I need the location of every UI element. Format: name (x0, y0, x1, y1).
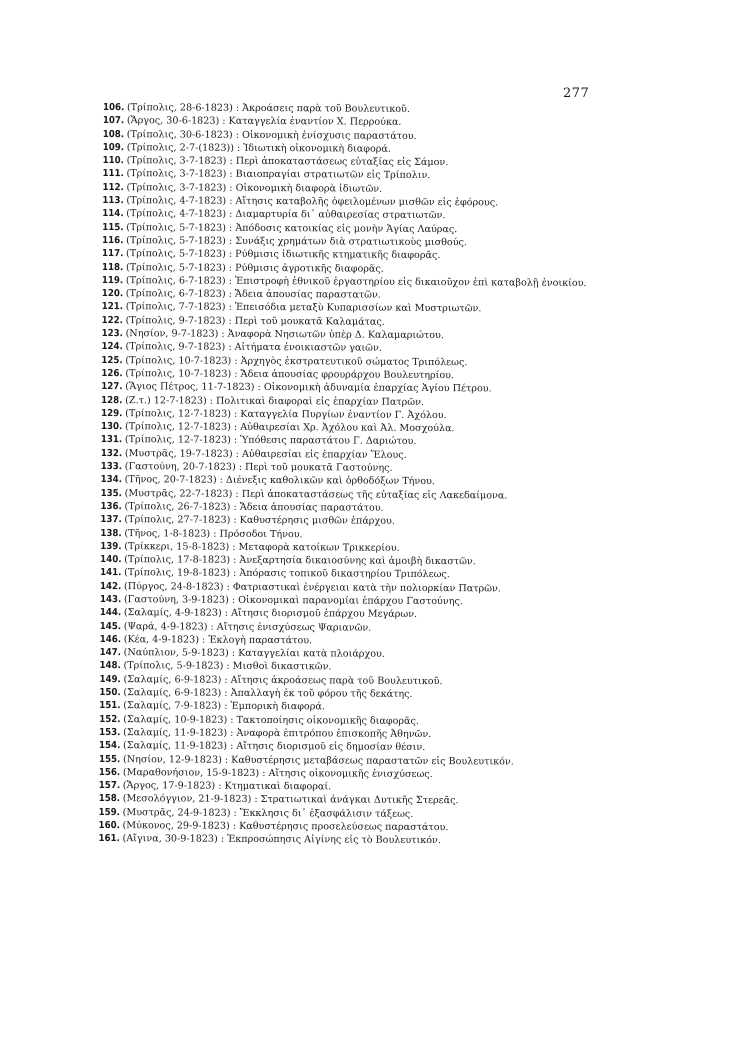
entry-text: (Ἄργος, 30-6-1823) : Καταγγελία ἐναντίον Χ. Περρούκα. (126, 115, 402, 129)
list-item (98, 832, 718, 849)
entry-text: (Τρίπολις, 12-7-1823) : Ὑπόθεσις παραστάτου Γ. Δαριώτου. (124, 434, 417, 448)
entry-text: (Τρίπολις, 26-7-1823) : Ἄδεια ἀπουσίας παραστάτου. (124, 501, 384, 514)
entry-text: (Τρίπολις, 10-7-1823) : Ἀρχηγὸς ἐκστρατευτικοῦ σώματος Τριπόλεως. (125, 354, 468, 368)
entry-number: 148. (99, 660, 121, 672)
entry-text: (Τρίπολις, 2-7-(1823)) : Ἰδιωτικὴ οἰκονομικὴ διαφορά. (126, 142, 391, 155)
page-number: 277 (563, 86, 590, 101)
entry-text: (Τῆνος, 1-8-1823) : Πρόσοδοι Τήνου. (124, 527, 303, 540)
entry-text: (Τρίπολις, 6-7-1823) : Ἄδεια ἀπουσίας παραστατῶν. (125, 288, 381, 301)
entry-number: 108. (102, 128, 125, 140)
entry-text: (Αἴγινα, 30-9-1823) : Ἐκπροσώπησις Αἰγίνης εἰς τὸ Βουλευτικόν. (122, 833, 441, 847)
entry-text: (Τρίπολις, 27-7-1823) : Καθυστέρησις μισθῶν ἐπάρχου. (124, 514, 395, 527)
entry-text: (Τρίπολις, 5-7-1823) : Συνάξις χρημάτων διὰ στρατιωτικοὺς μισθούς. (126, 235, 468, 249)
entry-number: 141. (100, 567, 122, 579)
entry-text: (Τρίπολις, 6-7-1823) : Ἐπιστροφὴ ἐθνικοῦ ἐργαστηρίου εἰς δικαιοῦχον ἐπὶ καταβολῇ ἐνοικίου. (125, 275, 587, 289)
entry-text: (Τρίπολις, 7-7-1823) : Ἐπεισόδια μεταξὺ Κυπαρισσίων καὶ Μυστριωτῶν. (125, 301, 482, 315)
entry-number: 119. (101, 274, 124, 286)
entry-number: 147. (99, 647, 121, 659)
entry-number: 157. (98, 780, 121, 792)
entry-text: (Τρίπολις, 19-8-1823) : Ἀπόρασις τοπικοῦ δικαστηρίου Τριπόλεως. (124, 567, 450, 581)
entry-text: (Τρίπολις, 12-7-1823) : Αὐθαιρεσίαι Χρ. Ἀχόλου καὶ Ἀλ. Μοσχούλα. (124, 421, 455, 435)
entry-text: (Τρίπολις, 3-7-1823) : Βιαιοπραγίαι στρατιωτῶν εἰς Τρίπολιν. (126, 168, 431, 182)
entry-text: (Μεσολόγγιον, 21-9-1823) : Στρατιωτικαὶ ἀνάγκαι Δυτικῆς Στερεᾶς. (122, 793, 459, 807)
entry-number: 124. (101, 341, 123, 353)
entry-number: 158. (98, 793, 121, 805)
entry-number: 143. (99, 593, 122, 606)
entry-text: (Ζ.τ.) 12-7-1823) : Πολιτικαὶ διαφοραὶ εἰς ἐπαρχίαν Πατρῶν. (125, 394, 425, 408)
entry-text: (Τρίπολις, 5-9-1823) : Μισθοὶ δικαστικῶν. (123, 660, 332, 673)
entry-text: (Σαλαμίς, 10-9-1823) : Τακτοποίησις οἰκονομικῆς διαφορᾶς. (123, 713, 419, 727)
entry-text: (Τρίπολις, 10-7-1823) : Ἄδεια ἀπουσίας φρουράρχου Βουλευτηρίου. (125, 368, 455, 382)
entry-number: 132. (100, 447, 123, 459)
entry-number: 106. (102, 101, 125, 114)
entry-text: (Τρίπολις, 9-7-1823) : Αἰτήματα ἐνοικιαστῶν γαιῶν. (125, 341, 382, 355)
entry-number: 115. (102, 221, 124, 233)
entry-text: (Τρίπολις, 9-7-1823) : Περὶ τοῦ μουκατᾶ Καλαμάτας. (125, 314, 385, 328)
entry-number: 156. (98, 766, 121, 778)
entry-text: (Τρίπολις, 28-6-1823) : Ἀκροάσεις παρὰ τοῦ Βουλευτικοῦ. (126, 102, 410, 115)
entry-number: 121. (101, 301, 124, 313)
entry-number: 139. (100, 540, 122, 552)
entry-number: 138. (100, 527, 122, 539)
entry-number: 137. (100, 514, 122, 526)
entry-number: 134. (100, 474, 123, 486)
entry-text: (Τρίπολις, 5-7-1823) : Ἀπόδοσις κατοικίας εἰς μονὴν Ἁγίας Λαύρας. (126, 221, 458, 235)
entry-number: 110. (102, 155, 124, 167)
entry-number: 131. (100, 434, 123, 446)
entry-number: 109. (102, 141, 125, 154)
entry-number: 123. (101, 328, 123, 340)
entry-text: (Ψαρά, 4-9-1823) : Αἴτησις ἐνισχύσεως Ψαριανῶν. (123, 620, 372, 634)
entry-number: 120. (101, 288, 124, 300)
entry-text: (Ἅγιος Πέτρος, 11-7-1823) : Οἰκονομικὴ ἀδυναμία ἐπαρχίας Ἁγίου Πέτρου. (125, 381, 492, 395)
entry-text: (Μυστρᾶς, 19-7-1823) : Αὐθαιρεσίαι εἰς ἐπαρχίαν Ἕλους. (124, 447, 407, 461)
entry-number: 107. (102, 115, 125, 127)
entry-text: (Ναύπλιον, 5-9-1823) : Καταγγελίαι κατὰ πλοιάρχου. (123, 647, 385, 660)
entry-number: 129. (101, 407, 123, 419)
entry-number: 155. (98, 753, 121, 765)
entry-text: (Τρίκκερι, 15-8-1823) : Μεταφορὰ κατοίκων Τρικκερίου. (124, 540, 400, 554)
entry-number: 142. (100, 580, 122, 592)
entry-number: 144. (99, 607, 122, 619)
entry-text: (Σαλαμίς, 11-9-1823) : Ἀναφορὰ ἐπιτρόπου ἐπισκοπῆς Ἀθηνῶν. (123, 727, 432, 740)
entry-number: 118. (101, 261, 124, 273)
entry-number: 114. (102, 208, 124, 220)
entry-number: 112. (102, 181, 124, 193)
entry-number: 127. (101, 381, 123, 393)
entry-list (98, 101, 723, 849)
entry-number: 133. (100, 461, 123, 473)
entry-text: (Πύργος, 24-8-1823) : Φατριαστικαὶ ἐνέργειαι κατὰ τὴν πολιορκίαν Πατρῶν. (124, 580, 501, 595)
entry-text: (Σαλαμίς, 4-9-1823) : Αἴτησις διορισμοῦ ἐπάρχου Μεγάρων. (123, 607, 418, 621)
entry-number: 160. (98, 820, 120, 832)
entry-text: (Νησίον, 12-9-1823) : Καθυστέρησις μεταβάσεως παραστατῶν εἰς Βουλευτικόν. (122, 753, 514, 768)
entry-text: (Σαλαμίς, 6-9-1823) : Αἴτησις ἀκροάσεως παρὰ τοῦ Βουλευτικοῦ. (123, 673, 443, 687)
entry-number: 152. (99, 713, 121, 725)
entry-number: 113. (102, 195, 124, 207)
entry-number: 130. (100, 421, 123, 433)
entry-number: 136. (100, 500, 122, 513)
entry-text: (Τρίπολις, 4-7-1823) : Αἴτησις καταβολῆς ὀφειλομένων μισθῶν εἰς ἐφόρους. (126, 195, 499, 209)
entry-text: (Γαστούνη, 3-9-1823) : Οἰκονομικαὶ παρανομίαι ἐπάρχου Γαστούνης. (123, 594, 463, 608)
entry-number: 150. (99, 687, 121, 699)
entry-text: (Κέα, 4-9-1823) : Ἐκλογὴ παραστάτου. (123, 634, 313, 647)
entry-text: (Γαστούνη, 20-7-1823) : Περὶ τοῦ μουκατᾶ Γαστούνης. (124, 461, 393, 474)
entry-number: 125. (101, 354, 123, 366)
entry-number: 149. (99, 673, 121, 685)
entry-number: 116. (102, 234, 124, 247)
entry-text: (Ἄργος, 17-9-1823) : Κτηματικαὶ διαφοραί. (122, 780, 332, 793)
entry-text: (Σαλαμίς, 7-9-1823) : Ἐμπορικὴ διαφορά. (123, 700, 325, 713)
entry-number: 151. (99, 700, 121, 712)
entry-number: 140. (100, 554, 122, 566)
entry-text: (Μύκονος, 29-9-1823) : Καθυστέρησις προσελεύσεως παραστάτου. (122, 820, 449, 834)
entry-text: (Σαλαμίς, 11-9-1823) : Αἴτησις διορισμοῦ εἰς δημοσίαν θέσιν. (123, 740, 426, 754)
entry-number: 145. (99, 620, 122, 632)
entry-text: (Μυστρᾶς, 24-9-1823) : Ἔκκλησις δι᾽ ἐξασφάλισιν τάξεως. (122, 806, 414, 820)
entry-text: (Τρίπολις, 17-8-1823) : Ἀνεξαρτησία δικαιοσύνης καὶ ἀμοιβὴ δικαστῶν. (124, 554, 476, 568)
entry-text: (Τρίπολις, 12-7-1823) : Καταγγελία Πυργίων ἐναντίον Γ. Ἀχόλου. (125, 407, 447, 421)
entry-text: (Σαλαμίς, 6-9-1823) : Ἀπαλλαγὴ ἐκ τοῦ φόρου τῆς δεκάτης. (123, 687, 413, 700)
entry-text: (Τρίπολις, 30-6-1823) : Οἰκονομικὴ ἐνίσχυσις παραστάτου. (126, 128, 417, 142)
entry-number: 122. (101, 314, 123, 326)
entry-text: (Τῆνος, 20-7-1823) : Διένεξις καθολικῶν καὶ ὀρθοδόξων Τήνου. (124, 474, 435, 488)
entry-number: 159. (98, 806, 120, 818)
entry-number: 135. (100, 487, 122, 499)
entry-text: (Τρίπολις, 5-7-1823) : Ρύθμισις ἰδιωτικῆς κτηματικῆς διαφορᾶς. (126, 248, 441, 262)
entry-number: 126. (101, 367, 123, 380)
entry-number: 161. (98, 833, 120, 845)
entry-number: 117. (102, 248, 124, 260)
entry-text: (Τρίπολις, 3-7-1823) : Περὶ ἀποκαταστάσεως εὐταξίας εἰς Σάμον. (126, 155, 449, 169)
entry-text: (Νησίον, 9-7-1823) : Ἀναφορὰ Νησιωτῶν ὑπὲρ Δ. Καλαμαριώτου. (125, 328, 444, 342)
entry-text: (Τρίπολις, 5-7-1823) : Ρύθμισις ἀγροτικῆς διαφορᾶς. (125, 261, 384, 275)
entry-number: 128. (101, 394, 123, 406)
entry-number: 153. (99, 726, 121, 739)
entry-number: 111. (102, 168, 124, 180)
entry-number: 154. (99, 740, 121, 752)
entry-text: (Τρίπολις, 3-7-1823) : Οἰκονομικὴ διαφορὰ ἰδιωτῶν. (126, 181, 383, 195)
entry-text: (Μυστρᾶς, 22-7-1823) : Περὶ ἀποκαταστάσεως τῆς εὐταξίας εἰς Λακεδαίμονα. (124, 487, 508, 502)
entry-text: (Μαραθονήσιον, 15-9-1823) : Αἴτησις οἰκονομικῆς ἐνισχύσεως. (122, 766, 433, 780)
entry-text: (Τρίπολις, 4-7-1823) : Διαμαρτυρία δι᾽ αὐθαιρεσίας στρατιωτῶν. (126, 208, 446, 222)
entry-number: 146. (99, 633, 122, 645)
